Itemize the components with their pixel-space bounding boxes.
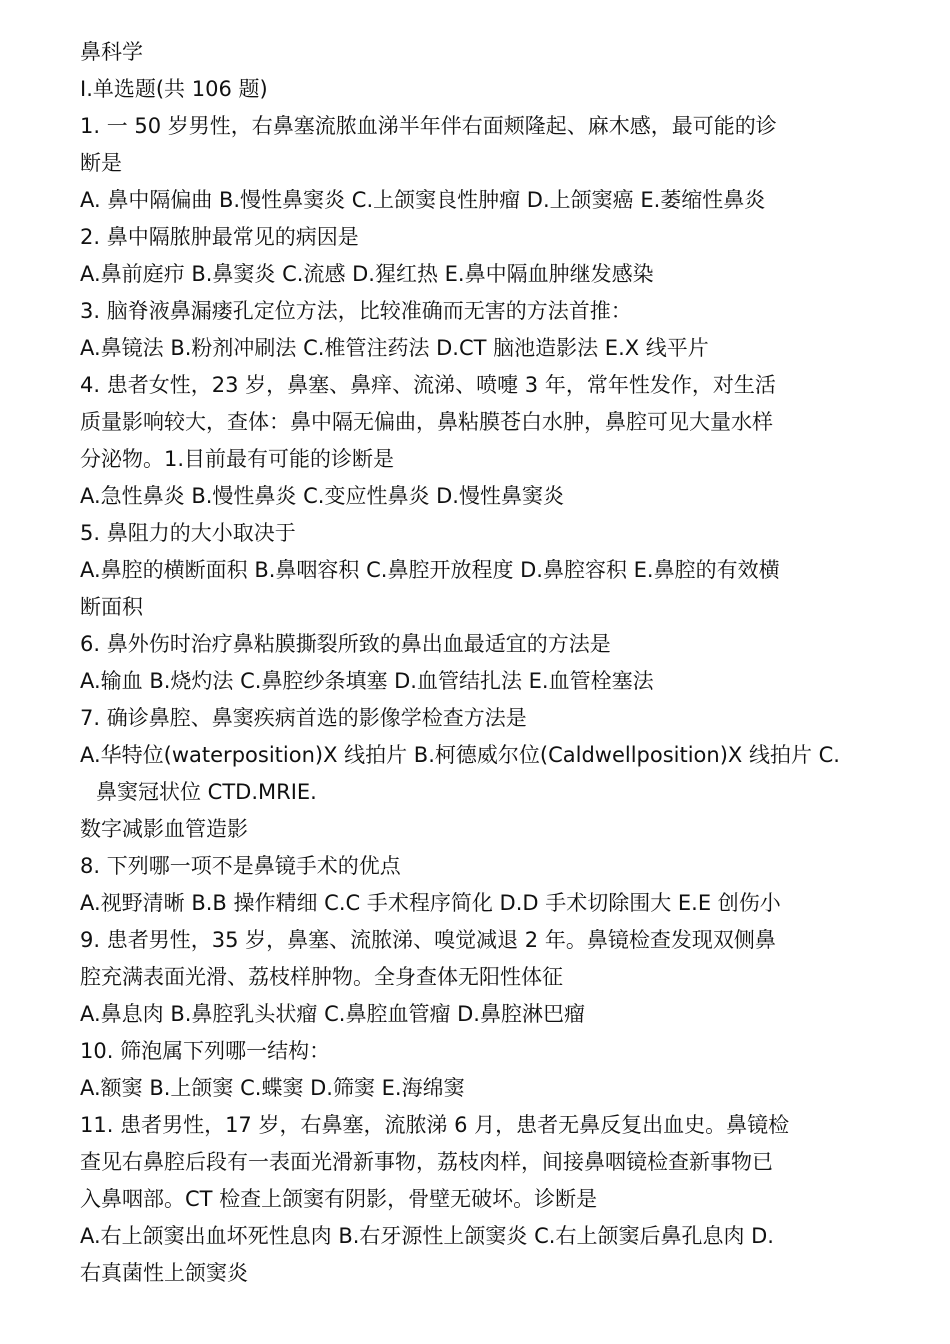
question-11-options-line-2: 右真菌性上颌窦炎 <box>80 1261 248 1285</box>
question-9-line-1: 9. 患者男性，35 岁，鼻塞、流脓涕、嗅觉减退 2 年。鼻镜检查发现双侧鼻 <box>80 928 776 952</box>
question-11-line-2: 查见右鼻腔后段有一表面光滑新事物，荔枝肉样，间接鼻咽镜检查新事物已 <box>80 1150 773 1174</box>
question-11-options-line-1: A.右上颌窦出血坏死性息肉 B.右牙源性上颌窦炎 C.右上颌窦后鼻孔息肉 D. <box>80 1224 774 1248</box>
question-11-line-1: 11. 患者男性，17 岁，右鼻塞，流脓涕 6 月，患者无鼻反复出血史。鼻镜检 <box>80 1113 790 1137</box>
document-page <box>80 34 880 1292</box>
question-1-line-1: 1. 一 50 岁男性，右鼻塞流脓血涕半年伴右面颊隆起、麻木感，最可能的诊 <box>80 114 777 138</box>
question-2-stem: 2. 鼻中隔脓肿最常见的病因是 <box>80 225 359 249</box>
question-2-options: A.鼻前庭疖 B.鼻窦炎 C.流感 D.猩红热 E.鼻中隔血肿继发感染 <box>80 262 654 286</box>
question-6-options: A.输血 B.烧灼法 C.鼻腔纱条填塞 D.血管结扎法 E.血管栓塞法 <box>80 669 654 693</box>
question-1-options: A. 鼻中隔偏曲 B.慢性鼻窦炎 C.上颌窦良性肿瘤 D.上颌窦癌 E.萎缩性鼻炎 <box>80 188 766 212</box>
question-3-options: A.鼻镜法 B.粉剂冲刷法 C.椎管注药法 D.CT 脑池造影法 E.X 线平片 <box>80 336 709 360</box>
question-7-stem: 7. 确诊鼻腔、鼻窦疾病首选的影像学检查方法是 <box>80 706 527 730</box>
question-7-options-line-2: 鼻窦冠状位 CTD.MRIE. <box>96 780 317 804</box>
question-10-stem: 10. 筛泡属下列哪一结构： <box>80 1039 331 1063</box>
question-3-stem: 3. 脑脊液鼻漏瘘孔定位方法，比较准确而无害的方法首推： <box>80 299 632 323</box>
question-4-options: A.急性鼻炎 B.慢性鼻炎 C.变应性鼻炎 D.慢性鼻窦炎 <box>80 484 564 508</box>
question-5-options-line-1: A.鼻腔的横断面积 B.鼻咽容积 C.鼻腔开放程度 D.鼻腔容积 E.鼻腔的有效横 <box>80 558 780 582</box>
question-5-stem: 5. 鼻阻力的大小取决于 <box>80 521 296 545</box>
question-8-stem: 8. 下列哪一项不是鼻镜手术的优点 <box>80 854 401 878</box>
question-6-stem: 6. 鼻外伤时治疗鼻粘膜撕裂所致的鼻出血最适宜的方法是 <box>80 632 611 656</box>
question-5-options-line-2: 断面积 <box>80 595 143 619</box>
question-10-options: A.额窦 B.上颌窦 C.蝶窦 D.筛窦 E.海绵窦 <box>80 1076 465 1100</box>
question-9-line-2: 腔充满表面光滑、荔枝样肿物。全身查体无阳性体征 <box>80 965 563 989</box>
question-9-options: A.鼻息肉 B.鼻腔乳头状瘤 C.鼻腔血管瘤 D.鼻腔淋巴瘤 <box>80 1002 585 1026</box>
question-11-line-3: 入鼻咽部。CT 检查上颌窦有阴影，骨壁无破坏。诊断是 <box>80 1187 598 1211</box>
question-7-options-line-1: A.华特位(waterposition)X 线拍片 B.柯德威尔位(Caldwellposition)X 线拍片 C. <box>80 743 840 767</box>
section-heading: I.单选题(共 106 题) <box>80 77 268 101</box>
question-1-line-2: 断是 <box>80 151 122 175</box>
question-4-line-1: 4. 患者女性，23 岁，鼻塞、鼻痒、流涕、喷嚏 3 年，常年性发作，对生活 <box>80 373 776 397</box>
question-4-line-2: 质量影响较大，查体：鼻中隔无偏曲，鼻粘膜苍白水肿，鼻腔可见大量水样 <box>80 410 773 434</box>
question-4-line-3: 分泌物。1.目前最有可能的诊断是 <box>80 447 395 471</box>
question-7-options-line-3: 数字减影血管造影 <box>80 817 248 841</box>
subject-title: 鼻科学 <box>80 40 143 64</box>
question-8-options: A.视野清晰 B.B 操作精细 C.C 手术程序简化 D.D 手术切除围大 E.E 创伤小 <box>80 891 781 915</box>
